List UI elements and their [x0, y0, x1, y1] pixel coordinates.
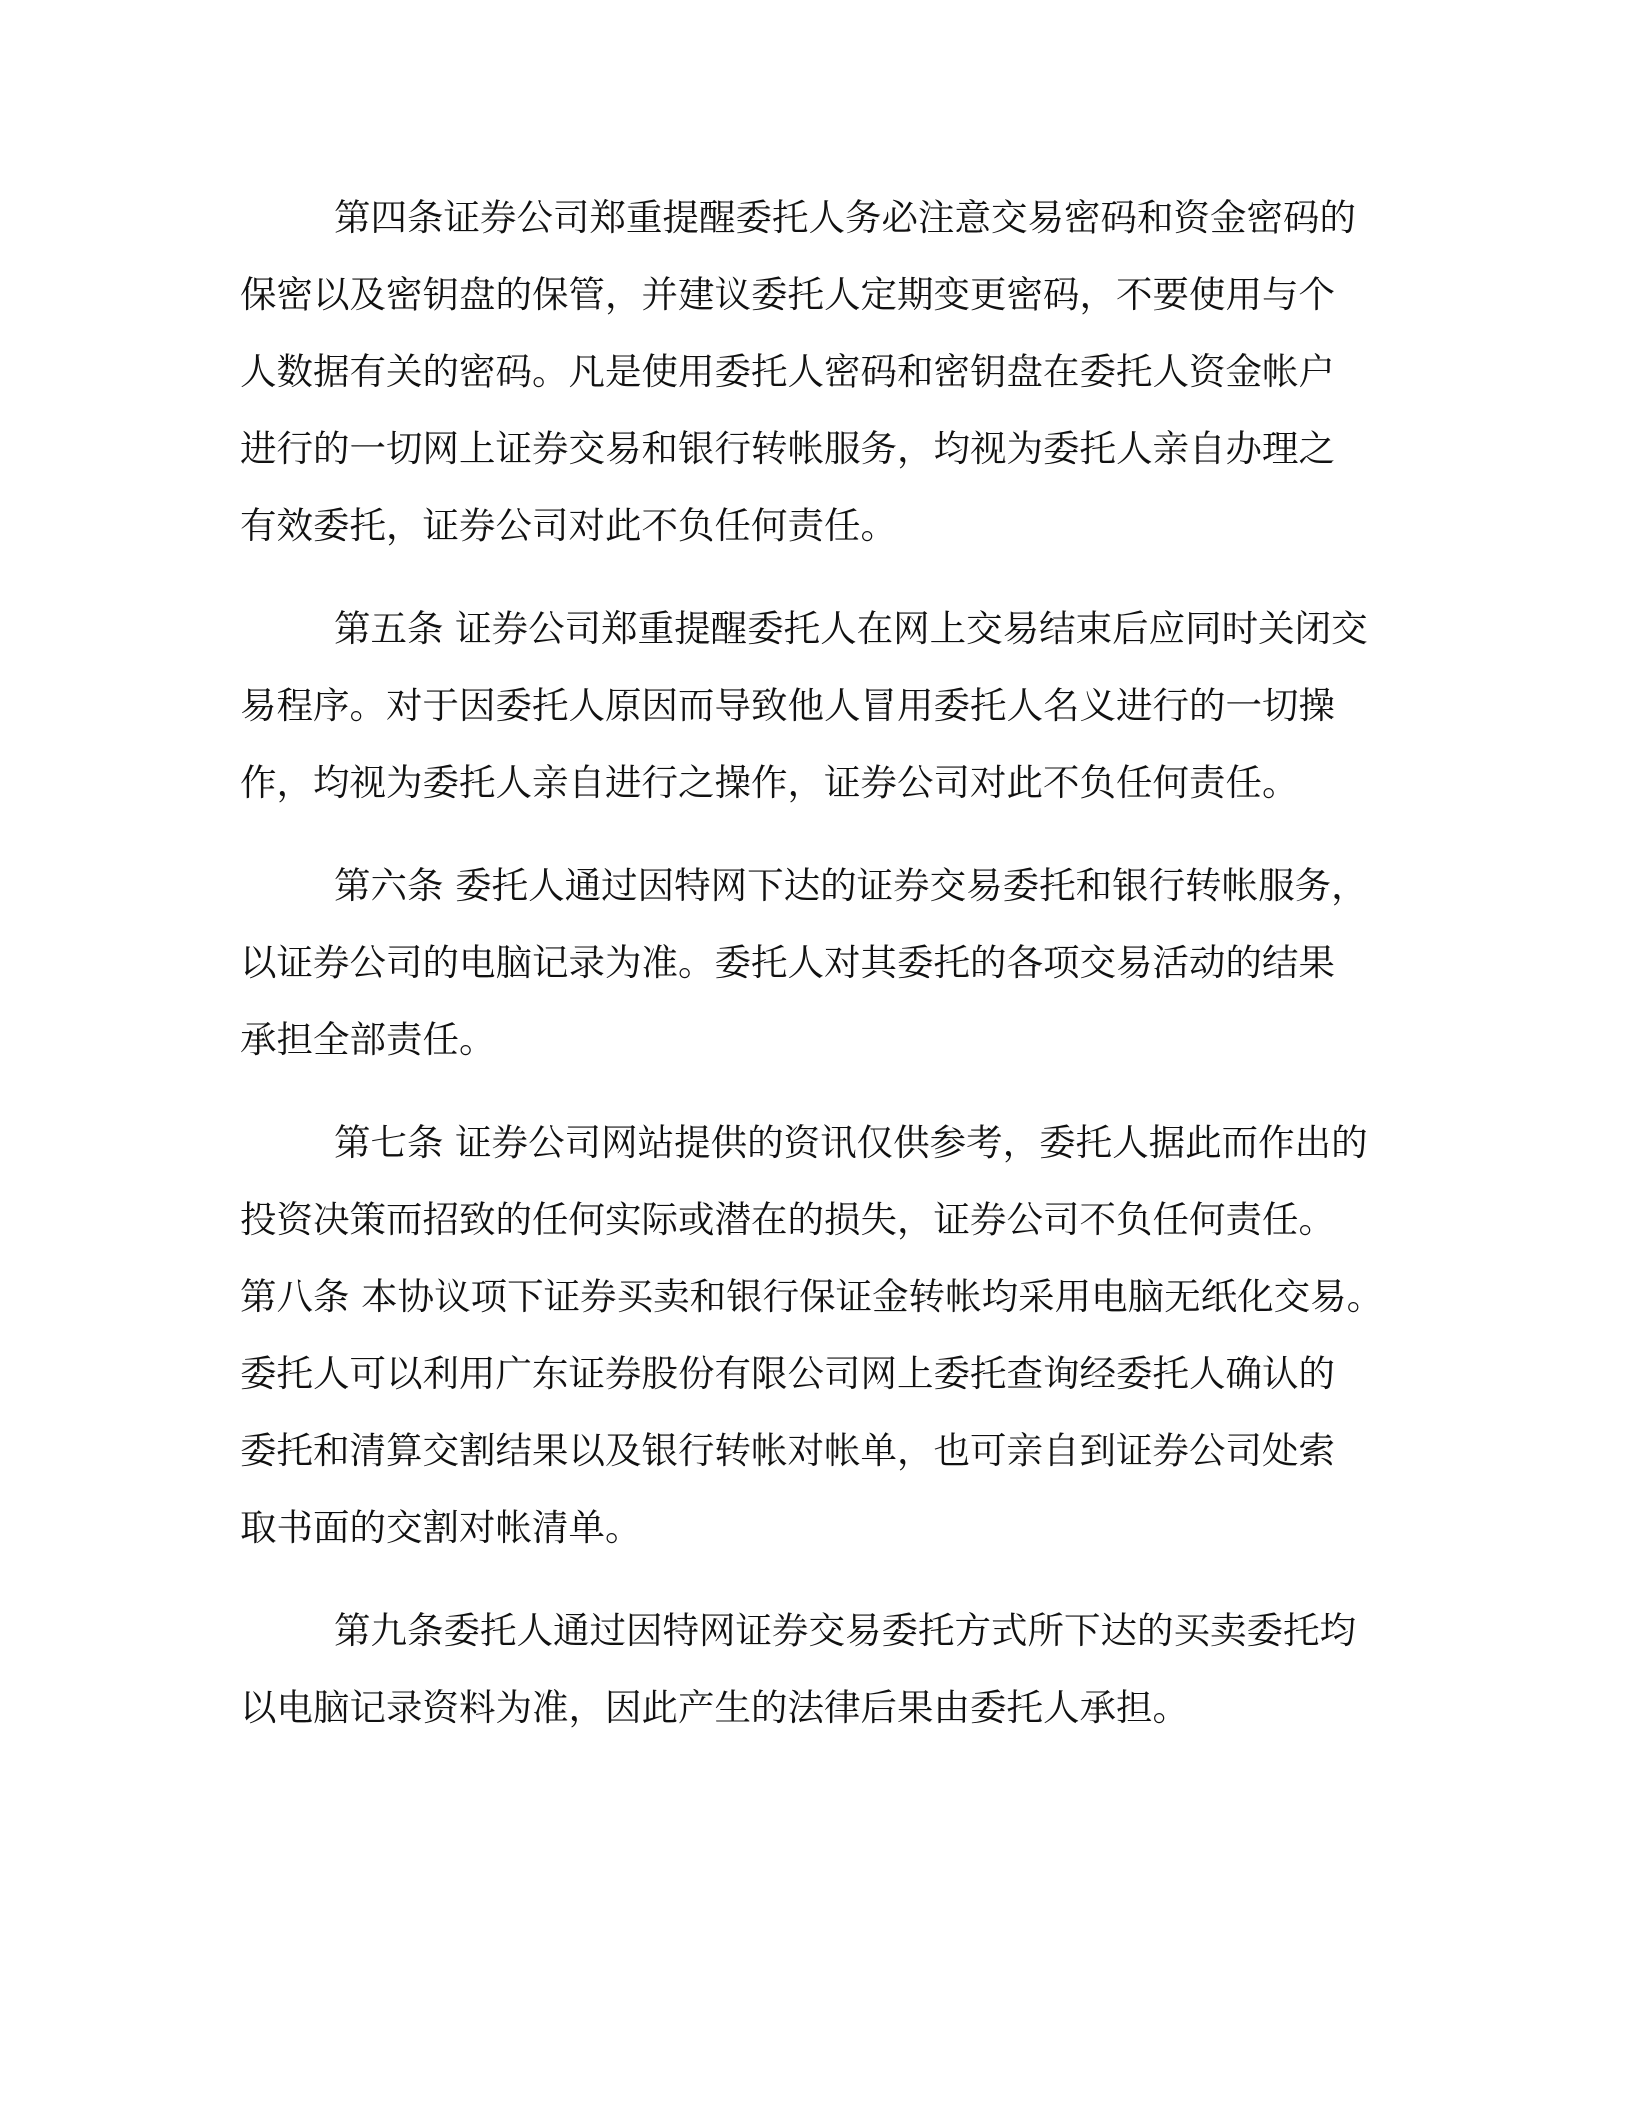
article-9-line-2: 以电脑记录资料为准，因此产生的法律后果由委托人承担。	[240, 1686, 1189, 1729]
article-4-line-1: 第四条证券公司郑重提醒委托人务必注意交易密码和资金密码的	[334, 196, 1356, 239]
article-4-line-3: 人数据有关的密码。凡是使用委托人密码和密钥盘在委托人资金帐户	[240, 350, 1335, 393]
article-8-line-1: 第八条 本协议项下证券买卖和银行保证金转帐均采用电脑无纸化交易。	[240, 1275, 1384, 1318]
article-5-line-1: 第五条 证券公司郑重提醒委托人在网上交易结束后应同时关闭交	[334, 607, 1368, 650]
article-6-line-2: 以证券公司的电脑记录为准。委托人对其委托的各项交易活动的结果	[240, 941, 1335, 984]
article-7-line-1: 第七条 证券公司网站提供的资讯仅供参考，委托人据此而作出的	[334, 1121, 1368, 1164]
article-6-line-3: 承担全部责任。	[240, 1018, 496, 1061]
article-8-line-4: 取书面的交割对帐清单。	[240, 1506, 642, 1549]
article-9-line-1: 第九条委托人通过因特网证券交易委托方式所下达的买卖委托均	[334, 1609, 1356, 1652]
article-6-line-1: 第六条 委托人通过因特网下达的证券交易委托和银行转帐服务，	[334, 864, 1368, 907]
article-4-line-4: 进行的一切网上证券交易和银行转帐服务，均视为委托人亲自办理之	[240, 427, 1335, 470]
article-5-line-2: 易程序。对于因委托人原因而导致他人冒用委托人名义进行的一切操	[240, 684, 1335, 727]
article-7-line-2: 投资决策而招致的任何实际或潜在的损失，证券公司不负任何责任。	[240, 1198, 1335, 1241]
article-4-line-5: 有效委托，证券公司对此不负任何责任。	[240, 504, 897, 547]
article-8-line-3: 委托和清算交割结果以及银行转帐对帐单，也可亲自到证券公司处索	[240, 1429, 1335, 1472]
article-4-line-2: 保密以及密钥盘的保管，并建议委托人定期变更密码，不要使用与个	[240, 273, 1335, 316]
article-8-line-2: 委托人可以利用广东证券股份有限公司网上委托查询经委托人确认的	[240, 1352, 1335, 1395]
article-5-line-3: 作，均视为委托人亲自进行之操作，证券公司对此不负任何责任。	[240, 761, 1299, 804]
